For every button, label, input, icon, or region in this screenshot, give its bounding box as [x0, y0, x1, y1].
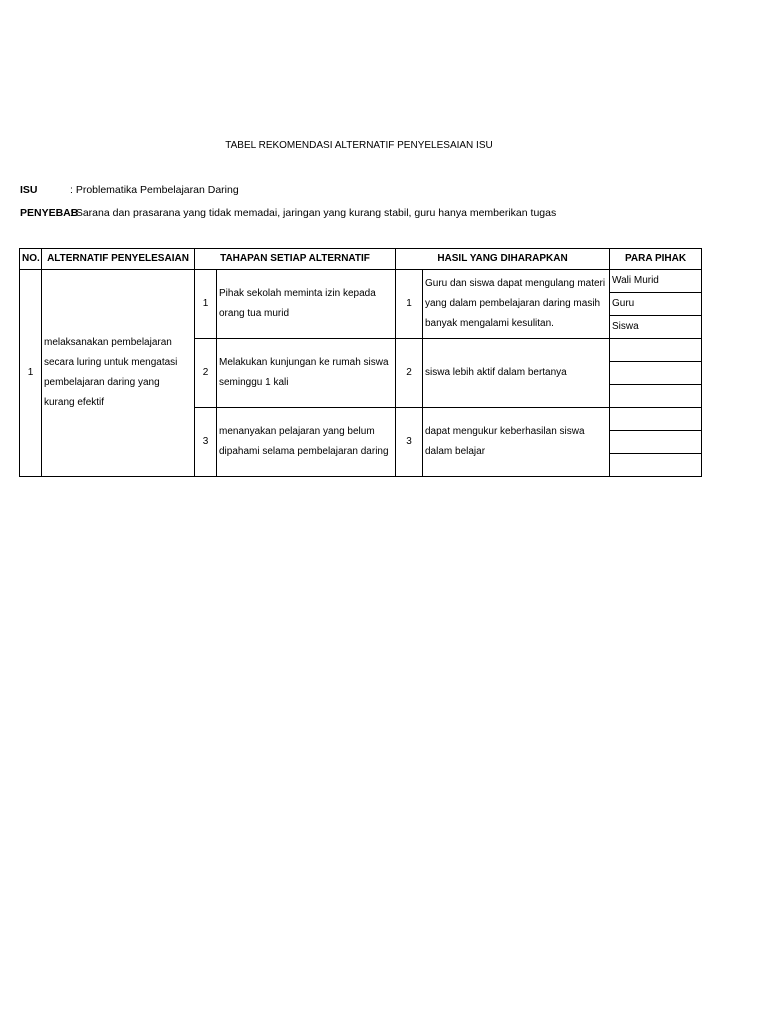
pihak-cell [610, 431, 702, 454]
hasil-text: siswa lebih aktif dalam bertanya [425, 367, 567, 378]
tahapan-text: Pihak sekolah meminta izin kepada orang tua murid [219, 288, 376, 319]
row-alternatif [42, 270, 195, 477]
step-hasil [423, 408, 610, 477]
header-alternatif: ALTERNATIF PENYELESAIAN [42, 249, 195, 270]
hasil-text: Guru dan siswa dapat mengulang materi yang dalam pembelajaran daring masih banyak mengalami kesulitan. [425, 278, 606, 329]
page-title: TABEL REKOMENDASI ALTERNATIF PENYELESAIAN ISU [225, 140, 493, 151]
isu-value: : Problematika Pembelajaran Daring [70, 184, 239, 196]
header-hasil: HASIL YANG DIHARAPKAN [396, 249, 610, 270]
header-pihak: PARA PIHAK [610, 249, 702, 270]
pihak-cell [610, 339, 702, 362]
step-hasil [423, 270, 610, 339]
table-row [20, 270, 702, 293]
penyebab-value: : Sarana dan prasarana yang tidak memadai, jaringan yang kurang stabil, guru hanya memberikan tugas [70, 207, 557, 219]
pihak-cell: Guru [610, 293, 702, 316]
step-tahapan [217, 339, 396, 408]
isu-row [20, 184, 239, 196]
tahapan-text: Melakukan kunjungan ke rumah siswa seminggu 1 kali [219, 357, 389, 388]
header-tahapan: TAHAPAN SETIAP ALTERNATIF [195, 249, 396, 270]
pihak-cell [610, 454, 702, 477]
recommendation-table [19, 248, 702, 477]
pihak-cell: Wali Murid [610, 270, 702, 293]
isu-label: ISU [20, 184, 38, 196]
step-no: 3 [195, 408, 217, 477]
row-no: 1 [20, 270, 42, 477]
pihak-cell: Siswa [610, 316, 702, 339]
step-no: 1 [195, 270, 217, 339]
step-no: 2 [195, 339, 217, 408]
step-hasil [423, 339, 610, 408]
table-header-row [20, 249, 702, 270]
alternatif-text: melaksanakan pembelajaran secara luring untuk mengatasi pembelajaran daring yang kurang efektif [44, 337, 178, 408]
step-tahapan [217, 270, 396, 339]
header-no: NO. [20, 249, 42, 270]
pihak-cell [610, 385, 702, 408]
hasil-no: 1 [396, 270, 423, 339]
penyebab-label: PENYEBAB [20, 207, 79, 219]
pihak-cell [610, 362, 702, 385]
penyebab-row [20, 207, 556, 219]
tahapan-text: menanyakan pelajaran yang belum dipahami selama pembelajaran daring [219, 426, 389, 457]
hasil-no: 3 [396, 408, 423, 477]
step-tahapan [217, 408, 396, 477]
hasil-text: dapat mengukur keberhasilan siswa dalam belajar [425, 426, 585, 457]
hasil-no: 2 [396, 339, 423, 408]
pihak-cell [610, 408, 702, 431]
